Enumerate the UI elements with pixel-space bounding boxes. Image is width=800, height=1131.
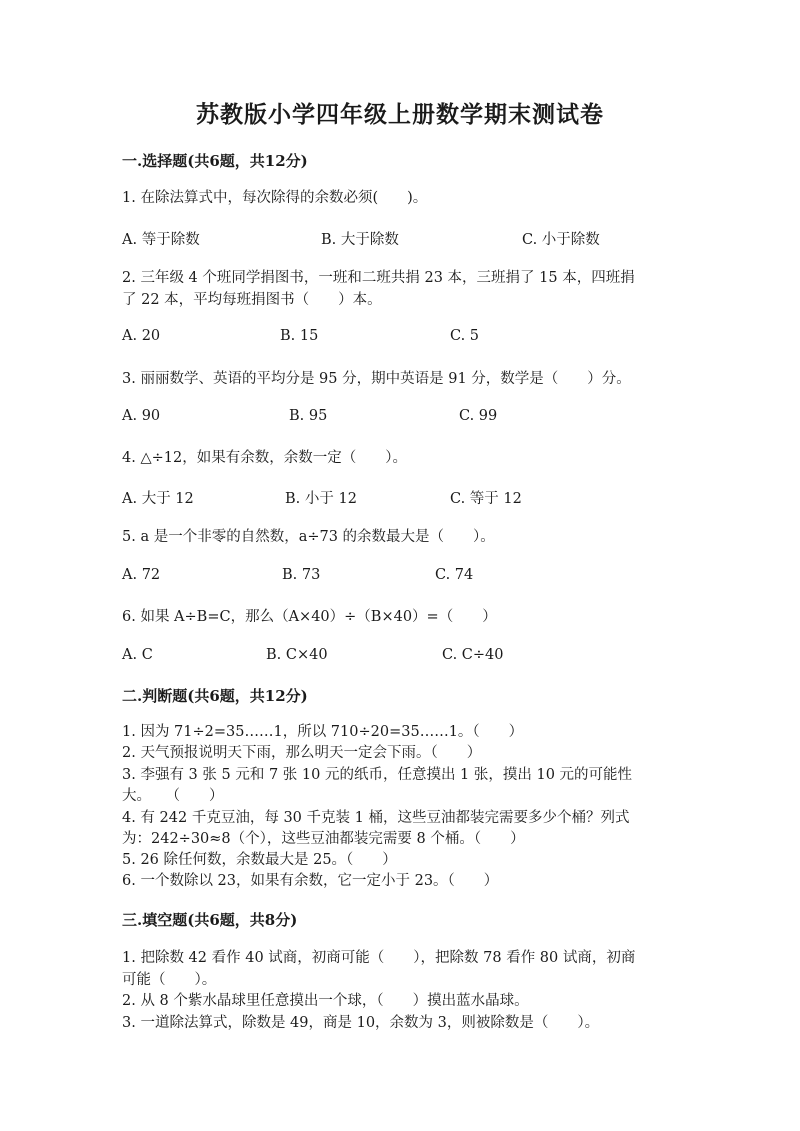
option-b: B. 小于 12 <box>285 491 357 507</box>
question-1-options <box>122 228 682 248</box>
section-heading-choice: 一.选择题(共6题，共12分) <box>122 152 308 170</box>
question-2-line-1: 2. 三年级 4 个班同学捐图书，一班和二班共捐 23 本，三班捐了 15 本，四班捐 <box>122 270 635 286</box>
option-c: C. 74 <box>435 567 474 583</box>
question-4: 4. △÷12，如果有余数，余数一定（ ）。 <box>122 450 407 466</box>
fill-blank-line: 2. 从 8 个紫水晶球里任意摸出一个球，（ ）摸出蓝水晶球。 <box>122 993 529 1009</box>
option-b: B. C×40 <box>266 647 328 663</box>
option-b: B. 73 <box>282 567 321 583</box>
option-a: A. 等于除数 <box>122 232 200 248</box>
option-b: B. 95 <box>289 408 328 424</box>
fill-blank-line: 3. 一道除法算式，除数是 49，商是 10，余数为 3，则被除数是（ ）。 <box>122 1015 600 1031</box>
option-c: C. 小于除数 <box>522 232 600 248</box>
option-a: A. 72 <box>122 567 161 583</box>
option-c: C. 99 <box>459 408 498 424</box>
question-2-line-2: 了 22 本，平均每班捐图书（ ）本。 <box>122 292 382 308</box>
judgement-line: 为：242÷30≈8（个），这些豆油都装完需要 8 个桶。（ ） <box>122 831 525 847</box>
option-c: C. C÷40 <box>442 647 504 663</box>
option-a: A. 大于 12 <box>122 491 194 507</box>
question-4-options <box>122 487 682 507</box>
section-heading-judgement: 二.判断题(共6题，共12分) <box>122 687 308 705</box>
question-3: 3. 丽丽数学、英语的平均分是 95 分，期中英语是 91 分，数学是（ ）分。 <box>122 371 631 387</box>
option-a: A. 90 <box>122 408 161 424</box>
question-1: 1. 在除法算式中，每次除得的余数必须( )。 <box>122 190 428 206</box>
judgement-line: 4. 有 242 千克豆油，每 30 千克装 1 桶，这些豆油都装完需要多少个桶？列式 <box>122 810 630 826</box>
judgement-line: 3. 李强有 3 张 5 元和 7 张 10 元的纸币，任意摸出 1 张，摸出 10 元的可能性 <box>122 767 633 783</box>
option-a: A. 20 <box>122 328 161 344</box>
fill-blank-line: 可能（ ）。 <box>122 972 217 988</box>
question-6-options <box>122 647 682 667</box>
option-c: C. 5 <box>450 328 480 344</box>
question-5: 5. a 是一个非零的自然数，a÷73 的余数最大是（ ）。 <box>122 529 495 545</box>
judgement-line: 大。 （ ） <box>122 788 224 804</box>
option-a: A. C <box>122 647 153 663</box>
page-title: 苏教版小学四年级上册数学期末测试卷 <box>196 101 604 128</box>
question-2 <box>122 267 692 311</box>
option-c: C. 等于 12 <box>450 491 522 507</box>
judgement-line: 6. 一个数除以 23，如果有余数，它一定小于 23。（ ） <box>122 873 499 889</box>
option-b: B. 大于除数 <box>321 232 399 248</box>
question-2-options <box>122 328 682 348</box>
question-5-options <box>122 567 682 587</box>
judgement-line: 1. 因为 71÷2=35……1，所以 710÷20=35……1。（ ） <box>122 724 524 740</box>
question-3-options <box>122 408 682 428</box>
section-heading-fill-blank: 三.填空题(共6题，共8分) <box>122 911 298 929</box>
judgement-line: 5. 26 除任何数，余数最大是 25。（ ） <box>122 852 397 868</box>
judgement-line: 2. 天气预报说明天下雨，那么明天一定会下雨。（ ） <box>122 745 482 761</box>
option-b: B. 15 <box>280 328 319 344</box>
question-6: 6. 如果 A÷B=C，那么（A×40）÷（B×40）=（ ） <box>122 609 497 625</box>
fill-blank-line: 1. 把除数 42 看作 40 试商，初商可能（ ），把除数 78 看作 80 试商，初商 <box>122 950 636 966</box>
